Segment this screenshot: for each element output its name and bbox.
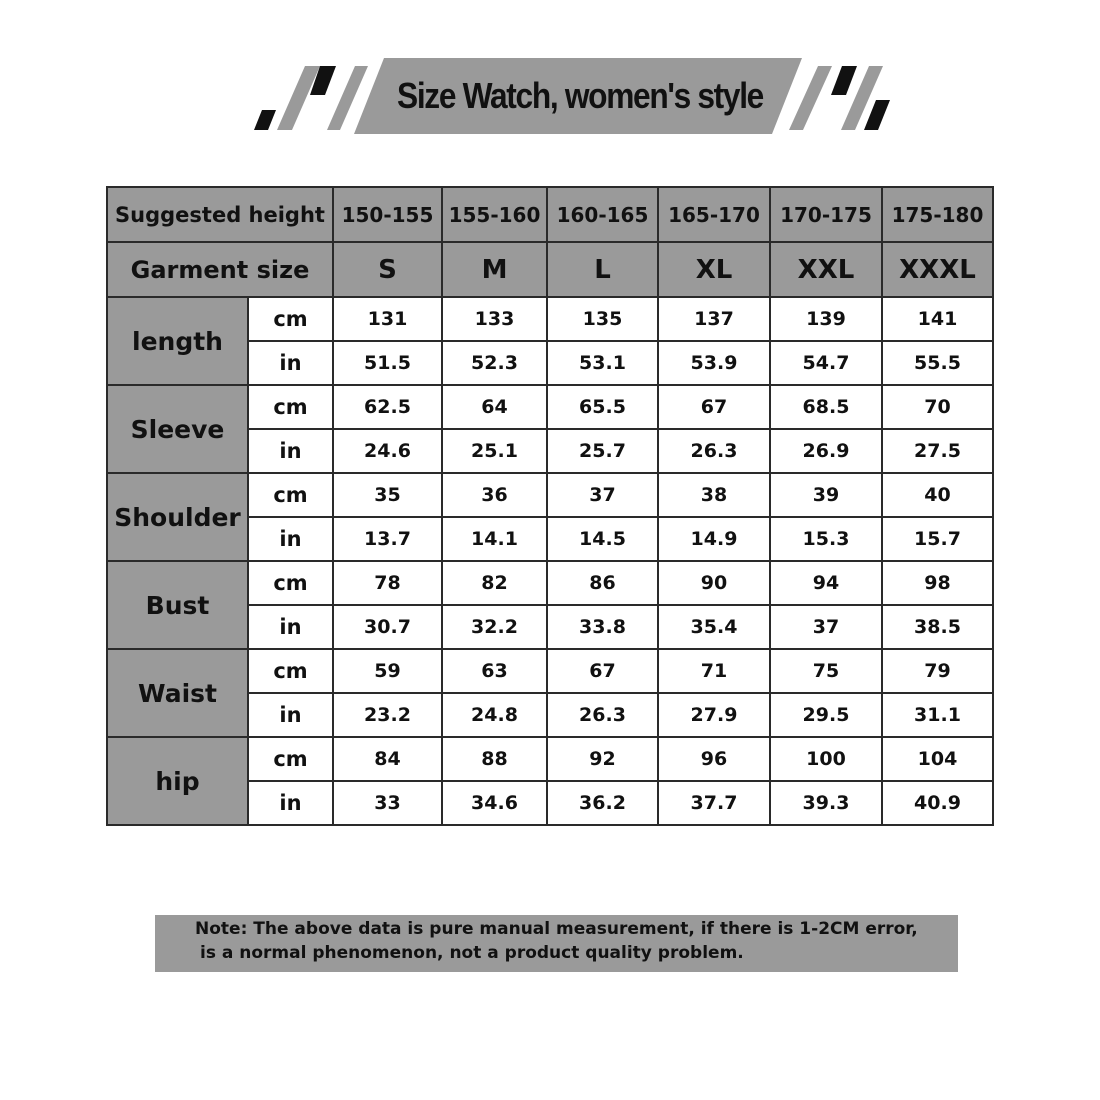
height-cell: 170-175 [770,187,882,242]
value-cell: 84 [333,737,442,781]
unit-label: cm [248,385,333,429]
value-cell: 29.5 [770,693,882,737]
value-cell: 26.9 [770,429,882,473]
banner-stripe-gray [789,66,832,130]
value-cell: 32.2 [442,605,547,649]
value-cell: 15.7 [882,517,993,561]
size-cell: XXL [770,242,882,297]
measurement-row [107,649,993,693]
value-cell: 14.5 [547,517,658,561]
value-cell: 59 [333,649,442,693]
value-cell: 100 [770,737,882,781]
value-cell: 52.3 [442,341,547,385]
value-cell: 71 [658,649,770,693]
unit-label: in [248,693,333,737]
size-cell: S [333,242,442,297]
value-cell: 35.4 [658,605,770,649]
size-row [107,242,993,297]
height-row [107,187,993,242]
size-cell: M [442,242,547,297]
value-cell: 38.5 [882,605,993,649]
size-label: Garment size [107,242,333,297]
measurement-label: Shoulder [107,473,248,561]
measurement-row [107,561,993,605]
value-cell: 37.7 [658,781,770,825]
page-title: Size Watch, women's style [397,75,763,116]
value-cell: 26.3 [547,693,658,737]
value-cell: 98 [882,561,993,605]
value-cell: 88 [442,737,547,781]
value-cell: 64 [442,385,547,429]
value-cell: 40 [882,473,993,517]
value-cell: 137 [658,297,770,341]
banner-stripe-black [254,110,276,130]
banner-stripe-black [864,100,890,130]
value-cell: 90 [658,561,770,605]
value-cell: 139 [770,297,882,341]
value-cell: 23.2 [333,693,442,737]
unit-label: cm [248,473,333,517]
value-cell: 35 [333,473,442,517]
value-cell: 63 [442,649,547,693]
value-cell: 30.7 [333,605,442,649]
value-cell: 78 [333,561,442,605]
value-cell: 53.9 [658,341,770,385]
value-cell: 27.9 [658,693,770,737]
measurement-row [107,385,993,429]
unit-label: in [248,781,333,825]
height-cell: 150-155 [333,187,442,242]
value-cell: 24.8 [442,693,547,737]
value-cell: 141 [882,297,993,341]
value-cell: 25.7 [547,429,658,473]
value-cell: 31.1 [882,693,993,737]
measurement-label: Sleeve [107,385,248,473]
value-cell: 39.3 [770,781,882,825]
value-cell: 14.1 [442,517,547,561]
value-cell: 36 [442,473,547,517]
banner-stripe-black [831,66,857,95]
note-line-2: is a normal phenomenon, not a product quality problem. [200,943,744,963]
banner-stripe-gray [277,66,320,130]
value-cell: 67 [547,649,658,693]
height-cell: 155-160 [442,187,547,242]
value-cell: 51.5 [333,341,442,385]
value-cell: 33.8 [547,605,658,649]
value-cell: 33 [333,781,442,825]
value-cell: 27.5 [882,429,993,473]
size-cell: XXXL [882,242,993,297]
value-cell: 37 [770,605,882,649]
value-cell: 75 [770,649,882,693]
value-cell: 25.1 [442,429,547,473]
value-cell: 55.5 [882,341,993,385]
value-cell: 62.5 [333,385,442,429]
value-cell: 54.7 [770,341,882,385]
unit-label: cm [248,737,333,781]
unit-label: cm [248,297,333,341]
value-cell: 68.5 [770,385,882,429]
measurement-label: length [107,297,248,385]
note-line-1: Note: The above data is pure manual measurement, if there is 1-2CM error, [195,919,918,939]
measurement-row [107,473,993,517]
unit-label: cm [248,649,333,693]
value-cell: 37 [547,473,658,517]
value-cell: 14.9 [658,517,770,561]
unit-label: cm [248,561,333,605]
size-chart-table [106,186,994,826]
height-cell: 165-170 [658,187,770,242]
value-cell: 131 [333,297,442,341]
value-cell: 34.6 [442,781,547,825]
size-cell: L [547,242,658,297]
unit-label: in [248,341,333,385]
value-cell: 53.1 [547,341,658,385]
height-cell: 160-165 [547,187,658,242]
note-box [155,915,958,972]
unit-label: in [248,605,333,649]
value-cell: 38 [658,473,770,517]
unit-label: in [248,429,333,473]
value-cell: 15.3 [770,517,882,561]
measurement-row [107,297,993,341]
value-cell: 36.2 [547,781,658,825]
height-label: Suggested height [107,187,333,242]
value-cell: 86 [547,561,658,605]
value-cell: 135 [547,297,658,341]
size-cell: XL [658,242,770,297]
value-cell: 39 [770,473,882,517]
height-cell: 175-180 [882,187,993,242]
value-cell: 40.9 [882,781,993,825]
value-cell: 70 [882,385,993,429]
value-cell: 92 [547,737,658,781]
measurement-label: Bust [107,561,248,649]
value-cell: 13.7 [333,517,442,561]
unit-label: in [248,517,333,561]
value-cell: 24.6 [333,429,442,473]
value-cell: 96 [658,737,770,781]
measurement-label: Waist [107,649,248,737]
value-cell: 79 [882,649,993,693]
measurement-row [107,737,993,781]
value-cell: 104 [882,737,993,781]
value-cell: 82 [442,561,547,605]
value-cell: 67 [658,385,770,429]
value-cell: 65.5 [547,385,658,429]
value-cell: 94 [770,561,882,605]
value-cell: 133 [442,297,547,341]
value-cell: 26.3 [658,429,770,473]
measurement-label: hip [107,737,248,825]
